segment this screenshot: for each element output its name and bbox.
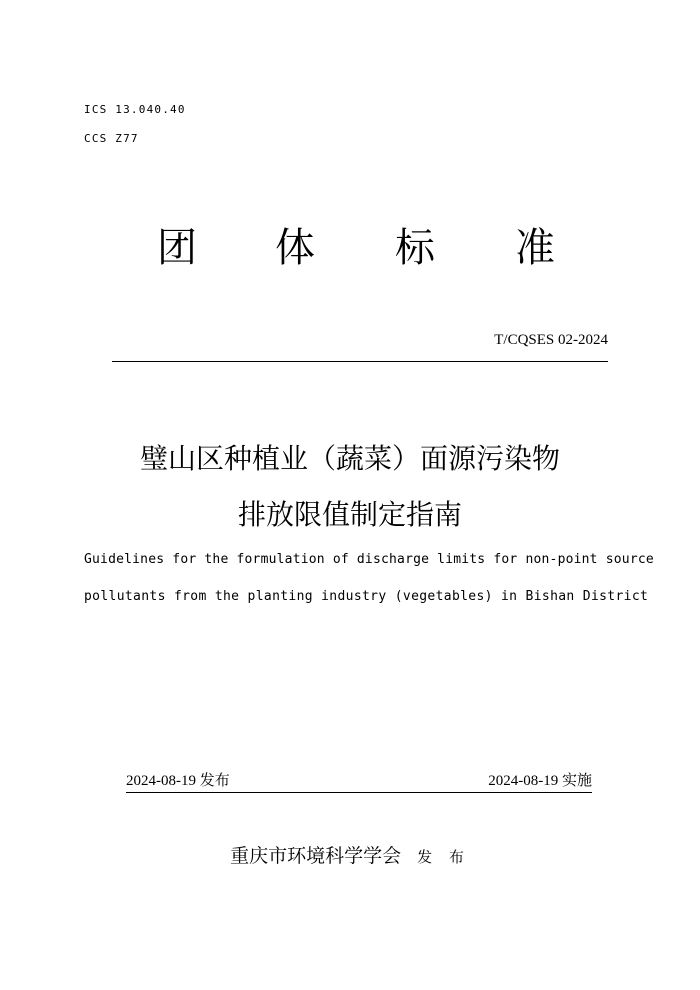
ccs-code: CCS Z77 (84, 132, 139, 145)
title-english-line-2: pollutants from the planting industry (vegetables) in Bishan District (84, 589, 649, 604)
title-chinese-line-2: 排放限值制定指南 (237, 498, 462, 531)
standard-number: T/CQSES 02-2024 (494, 332, 608, 348)
title-english-line-1: Guidelines for the formulation of discharge limits for non-point source (84, 552, 654, 567)
effective-date: 2024-08-19 实施 (488, 773, 592, 789)
ics-code: ICS 13.040.40 (84, 103, 186, 116)
publish-date: 2024-08-19 发布 (126, 773, 230, 789)
standard-type-char-3: 标 (395, 225, 435, 271)
standard-type-char-2: 体 (275, 225, 315, 271)
header-divider (112, 361, 608, 362)
publisher-action: 发 布 (417, 848, 470, 866)
title-chinese-line-1: 璧山区种植业（蔬菜）面源污染物 (139, 442, 560, 475)
dates-row (126, 772, 592, 793)
publisher-line (0, 843, 700, 870)
standard-type-char-4: 准 (515, 225, 555, 271)
publisher-name: 重庆市环境科学学会 (230, 845, 402, 867)
standard-type-char-1: 团 (157, 225, 197, 271)
